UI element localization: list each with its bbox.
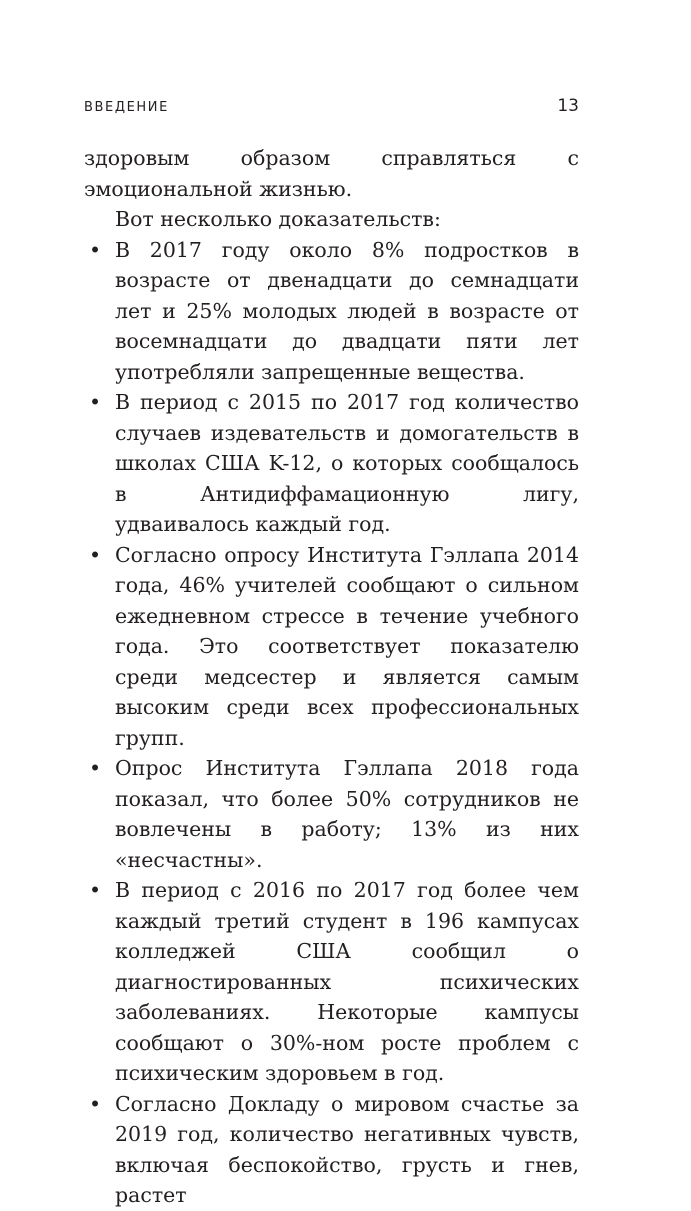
bullet-icon: • [89,390,102,414]
list-item [84,875,579,1089]
list-item-text: Опрос Института Гэллапа 2018 года показал, что более 50% сотрудников не вовлечены в работу; 13% из них «несчастны». [115,756,579,872]
list-item [84,235,579,388]
bullet-icon: • [89,542,102,567]
evidence-list [84,235,579,1211]
bullet-icon: • [89,878,102,902]
continuation-paragraph: здоровым образом справляться с эмоциональной жизнью. [84,146,579,201]
body-text [84,143,579,1211]
list-item [84,1089,579,1211]
bullet-icon: • [89,1091,102,1116]
list-item-text: Согласно опросу Института Гэллапа 2014 года, 46% учителей сообщают о сильном ежедневном стрессе в течение учебного года. Это соответствует показателю среди медсестер и является самым высоким среди всех профессиональных групп. [115,542,579,750]
list-item [84,540,579,754]
intro-paragraph: Вот несколько доказательств: [115,207,441,231]
page-number: 13 [557,96,579,116]
bullet-icon: • [89,756,102,780]
list-item-text: В период с 2016 по 2017 год более чем каждый третий студент в 196 кампусах колледжей США сообщил о диагностированных психических заболеваниях. Некоторые кампусы сообщают о 30%-ном росте проблем с психическим здоровьем в год. [115,878,579,1085]
bullet-icon: • [89,237,102,262]
running-head-section-title: ВВЕДЕНИЕ [84,100,169,115]
list-item [84,387,579,540]
list-item [84,753,579,875]
list-item-text: Согласно Докладу о мировом счастье за 2019 год, количество негативных чувств, включая беспокойство, грусть и гнев, растет [115,1091,579,1207]
list-item-text: В 2017 году около 8% подростков в возрасте от двенадцати до семнадцати лет и 25% молодых людей в возрасте от восемнадцати до двадцати пяти лет употребляли запрещенные вещества. [115,237,579,384]
list-item-text: В период с 2015 по 2017 год количество случаев издевательств и домогательств в школах США K-12, о которых сообщалось в Антидиффамационную лигу, удваивалось каждый год. [115,390,579,536]
